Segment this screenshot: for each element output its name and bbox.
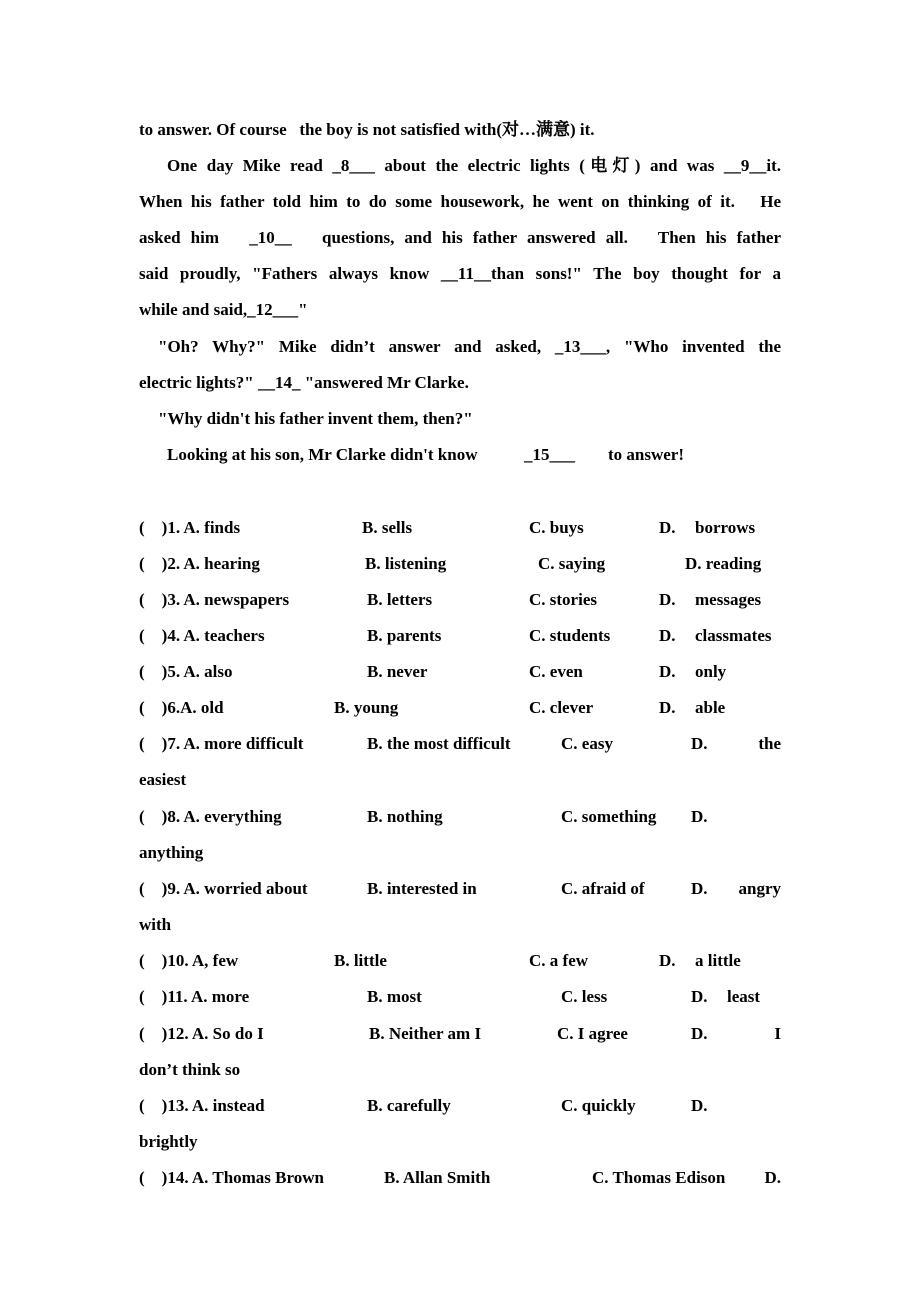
question-13-continuation: brightly [139,1132,198,1151]
question-2-option-d: D. reading [685,554,762,573]
question-8-stem: ( )8. A. everything [139,807,282,826]
question-9 [139,879,781,899]
question-13-option-c: C. quickly [561,1096,636,1115]
question-1-option-d: D. [659,518,676,537]
question-12-continuation: don’t think so [139,1060,241,1079]
question-8 [139,807,781,827]
question-12-option-c: C. I agree [557,1024,628,1043]
question-5-option-d: D. [659,662,676,681]
question-13-stem: ( )13. A. instead [139,1096,265,1115]
question-10-option-c: C. a few [529,951,589,970]
passage-line-3: When his father told him to do some housework, he went on thinking of it. He [139,192,781,211]
question-11 [139,987,781,1007]
question-1-stem: ( )1. A. finds [139,518,241,537]
question-5-stem: ( )5. A. also [139,662,233,681]
blank-15: _15___ [524,445,575,464]
question-2-option-b: B. listening [365,554,447,573]
question-4-option-b: B. parents [367,626,442,645]
question-4-stem: ( )4. A. teachers [139,626,265,645]
question-6 [139,698,781,718]
passage-line-10-end: to answer! [608,445,685,464]
question-6-option-d-text: able [695,698,726,717]
question-14-option-b: B. Allan Smith [384,1168,491,1187]
passage-line-7: "Oh? Why?" Mike didn’t answer and asked, _13___, "Who invented the [158,337,781,356]
question-13-option-d: D. [691,1096,708,1115]
question-5-option-b: B. never [367,662,428,681]
question-1-option-d-text: borrows [695,518,756,537]
question-11-option-c: C. less [561,987,608,1006]
question-11-option-b: B. most [367,987,422,1006]
question-10-option-d: D. [659,951,676,970]
question-3-option-c: C. stories [529,590,597,609]
question-11-stem: ( )11. A. more [139,987,250,1006]
question-2-option-c: C. saying [538,554,606,573]
question-4-option-d-text: classmates [695,626,772,645]
question-1 [139,518,781,538]
question-14-stem: ( )14. A. Thomas Brown [139,1168,324,1187]
question-3 [139,590,781,610]
question-4-option-d: D. [659,626,676,645]
question-6-option-d: D. [659,698,676,717]
question-14-option-c: C. Thomas Edison [592,1168,726,1187]
passage-line-1: to answer. Of course the boy is not satisfied with(对…满意) it. [139,120,595,139]
question-6-stem: ( )6.A. old [139,698,224,717]
question-8-option-d: D. [691,807,708,826]
question-12-stem: ( )12. A. So do I [139,1024,264,1043]
question-12-option-b: B. Neither am I [369,1024,482,1043]
question-5-option-d-text: only [695,662,727,681]
question-9-option-b: B. interested in [367,879,477,898]
question-12-option-d: D. [691,1024,708,1043]
question-7-option-d: D. [691,734,708,753]
passage-line-4: asked him _10__ questions, and his father answered all. Then his father [139,228,781,247]
question-4-option-c: C. students [529,626,611,645]
passage-line-8: electric lights?" __14_ "answered Mr Clarke. [139,373,469,392]
question-9-stem: ( )9. A. worried about [139,879,308,898]
question-3-option-b: B. letters [367,590,433,609]
question-14 [139,1168,781,1188]
question-1-option-c: C. buys [529,518,584,537]
question-8-continuation: anything [139,843,204,862]
question-3-stem: ( )3. A. newspapers [139,590,290,609]
passage-line-6: while and said,_12___" [139,300,308,319]
question-2 [139,554,781,574]
question-1-option-b: B. sells [362,518,413,537]
question-8-option-c: C. something [561,807,657,826]
passage-line-5: said proudly, "Fathers always know __11__than sons!" The boy thought for a [139,264,781,283]
question-5 [139,662,781,682]
passage-line-2: One day Mike read _8___ about the electric lights (电灯) and was __9__it. [167,156,781,175]
passage-line-9: "Why didn't his father invent them, then?" [158,409,473,428]
question-9-option-c: C. afraid of [561,879,645,898]
question-13-option-b: B. carefully [367,1096,451,1115]
question-12 [139,1024,781,1044]
question-11-option-d-text: least [727,987,761,1006]
question-7-option-b: B. the most difficult [367,734,511,753]
question-5-option-c: C. even [529,662,583,681]
question-10-option-b: B. little [334,951,387,970]
question-6-option-c: C. clever [529,698,594,717]
question-6-option-b: B. young [334,698,399,717]
question-9-option-d: D. [691,879,708,898]
question-10 [139,951,781,971]
question-10-stem: ( )10. A, few [139,951,239,970]
question-9-continuation: with [139,915,172,934]
question-10-option-d-text: a little [695,951,741,970]
question-11-option-d: D. [691,987,708,1006]
question-8-option-b: B. nothing [367,807,443,826]
question-9-option-d-text: angry [738,879,781,898]
passage-line-10-start: Looking at his son, Mr Clarke didn't know [167,445,478,464]
question-7 [139,734,781,754]
question-4 [139,626,781,646]
question-3-option-d-text: messages [695,590,762,609]
question-12-option-d-text: I [774,1024,781,1043]
question-14-option-d: D. [764,1168,781,1187]
question-3-option-d: D. [659,590,676,609]
question-7-stem: ( )7. A. more difficult [139,734,304,753]
question-7-option-d-text: the [758,734,781,753]
question-2-stem: ( )2. A. hearing [139,554,260,573]
question-7-continuation: easiest [139,770,187,789]
question-13 [139,1096,781,1116]
question-7-option-c: C. easy [561,734,613,753]
